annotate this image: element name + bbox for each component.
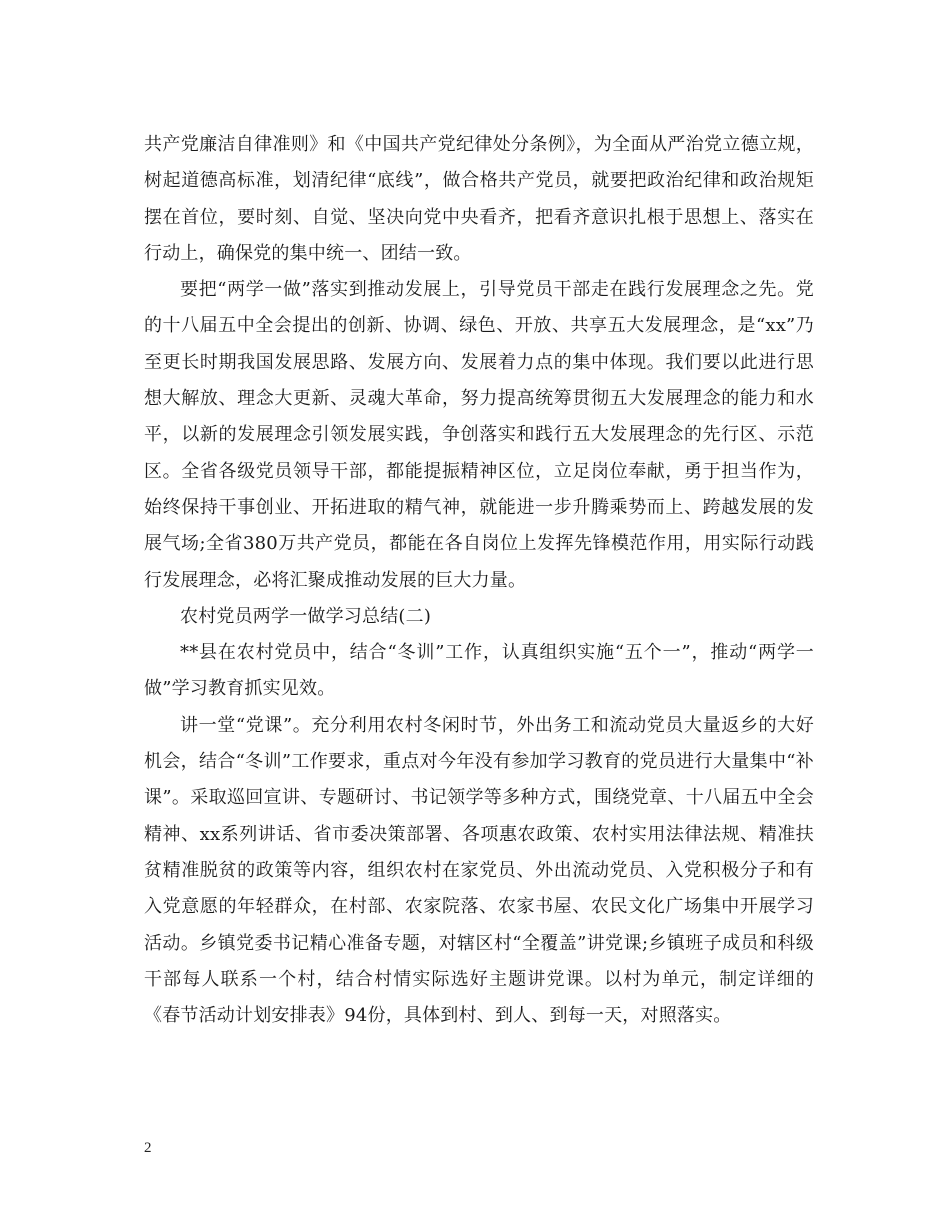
document-body	[144, 127, 814, 1034]
section-heading: 农村党员两学一做学习总结(二)	[180, 605, 432, 627]
paragraph-5: 讲一堂“党课”。充分利用农村冬闲时节，外出务工和流动党员大量返乡的大好机会，结合“冬训”工作要求，重点对今年没有参加学习教育的党员进行大量集中“补课”。采取巡回宣讲、专题研讨、书记领学等多种方式，围绕党章、十八届五中全会精神、xx系列讲话、省市委决策部署、各项惠农政策、农村实用法律法规、精准扶贫精准脱贫的政策等内容，组织农村在家党员、外出流动党员、入党积极分子和有入党意愿的年轻群众，在村部、农家院落、农家书屋、农民文化广场集中开展学习活动。乡镇党委书记精心准备专题，对辖区村“全覆盖”讲党课;乡镇班子成员和科级干部每人联系一个村，结合村情实际选好主题讲党课。以村为单元，制定详细的《春节活动计划安排表》94份，具体到村、到人、到每一天，对照落实。	[144, 714, 814, 1027]
paragraph-4: **县在农村党员中，结合“冬训”工作，认真组织实施“五个一”，推动“两学一做”学习教育抓实见效。	[144, 642, 814, 700]
paragraph-1: 共产党廉洁自律准则》和《中国共产党纪律处分条例》，为全面从严治党立德立规，树起道德高标准，划清纪律“底线”，做合格共产党员，就要把政治纪律和政治规矩摆在首位，要时刻、自觉、坚决向党中央看齐，把看齐意识扎根于思想上、落实在行动上，确保党的集中统一、团结一致。	[144, 134, 814, 264]
page-number: 2	[144, 1140, 152, 1156]
paragraph-2: 要把“两学一做”落实到推动发展上，引导党员干部走在践行发展理念之先。党的十八届五中全会提出的创新、协调、绿色、开放、共享五大发展理念，是“xx”乃至更长时期我国发展思路、发展方向、发展着力点的集中体现。我们要以此进行思想大解放、理念大更新、灵魂大革命，努力提高统筹贯彻五大发展理念的能力和水平，以新的发展理念引领发展实践，争创落实和践行五大发展理念的先行区、示范区。全省各级党员领导干部，都能提振精神区位，立足岗位奉献，勇于担当作为，始终保持干事创业、开拓进取的精气神，就能进一步升腾乘势而上、跨越发展的发展气场;全省380万共产党员，都能在各自岗位上发挥先锋模范作用，用实际行动践行发展理念，必将汇聚成推动发展的巨大力量。	[144, 279, 814, 591]
